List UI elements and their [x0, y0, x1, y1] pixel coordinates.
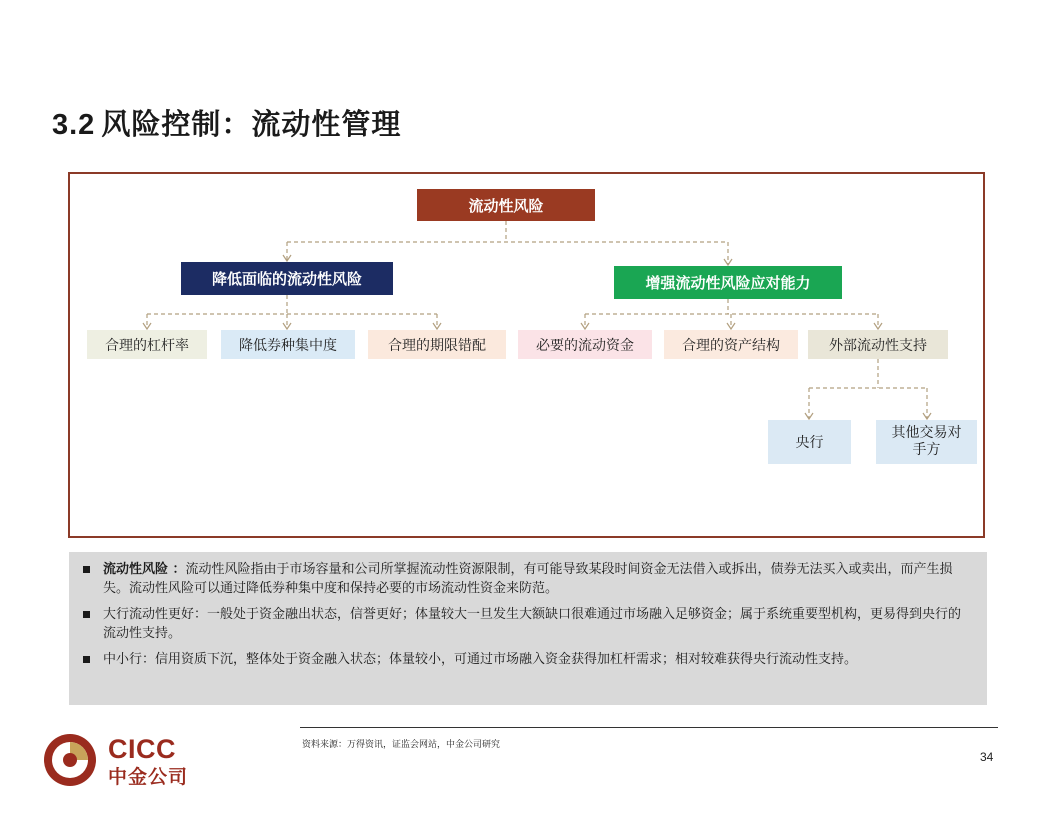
leaf-bond-concentration: 降低券种集中度 — [221, 330, 355, 359]
company-logo — [42, 732, 202, 792]
sub-other-counterparties — [876, 420, 977, 464]
leaf-maturity-mismatch: 合理的期限错配 — [368, 330, 506, 359]
leaf-asset-structure: 合理的资产结构 — [664, 330, 798, 359]
source-note: 资料来源：万得资讯，证监会网站，中金公司研究 — [302, 740, 501, 750]
logo-text-cn: 中金公司 — [108, 766, 189, 788]
leaf-liquid-funds: 必要的流动资金 — [518, 330, 652, 359]
page-title — [52, 102, 401, 143]
note-item — [83, 650, 973, 669]
page-number: 34 — [980, 750, 994, 764]
section-number: 3.2 — [52, 109, 96, 141]
note-label: 流动性风险 ： — [103, 562, 186, 577]
notes-box — [69, 552, 987, 705]
right-branch-node: 增强流动性风险应对能力 — [614, 266, 842, 299]
sub-central-bank: 央行 — [768, 420, 851, 464]
sub-other-counterparties-text: 其他交易对 手方 — [891, 424, 962, 458]
note-item — [83, 605, 973, 643]
bullet-icon — [83, 656, 90, 663]
logo-text-en: CICC — [108, 734, 176, 764]
cicc-logo-icon — [42, 732, 98, 788]
note-text: 大行流动性更好：一般处于资金融出状态，信誉更好；体量较大一旦发生大额缺口很难通过市场融入足够资金；属于系统重要型机构，更易得到央行的流动性支持。 — [103, 607, 962, 641]
note-item — [83, 560, 973, 598]
bullet-icon — [83, 566, 90, 573]
note-text: 中小行：信用资质下沉，整体处于资金融入状态；体量较小，可通过市场融入资金获得加杠杆需求；相对较难获得央行流动性支持。 — [103, 652, 858, 667]
bullet-icon — [83, 611, 90, 618]
footer-divider — [300, 727, 998, 728]
leaf-external-support: 外部流动性支持 — [808, 330, 948, 359]
left-branch-node: 降低面临的流动性风险 — [181, 262, 393, 295]
note-text: 流动性风险指由于市场容量和公司所掌握流动性资源限制，有可能导致某段时间资金无法借入或拆出，债券无法买入或卖出，而产生损失。流动性风险可以通过降低券种集中度和保持必要的市场流动性资金来防范。 — [103, 562, 953, 596]
leaf-leverage-ratio: 合理的杠杆率 — [87, 330, 207, 359]
root-node: 流动性风险 — [417, 189, 595, 221]
section-title: 风险控制：流动性管理 — [101, 107, 402, 141]
